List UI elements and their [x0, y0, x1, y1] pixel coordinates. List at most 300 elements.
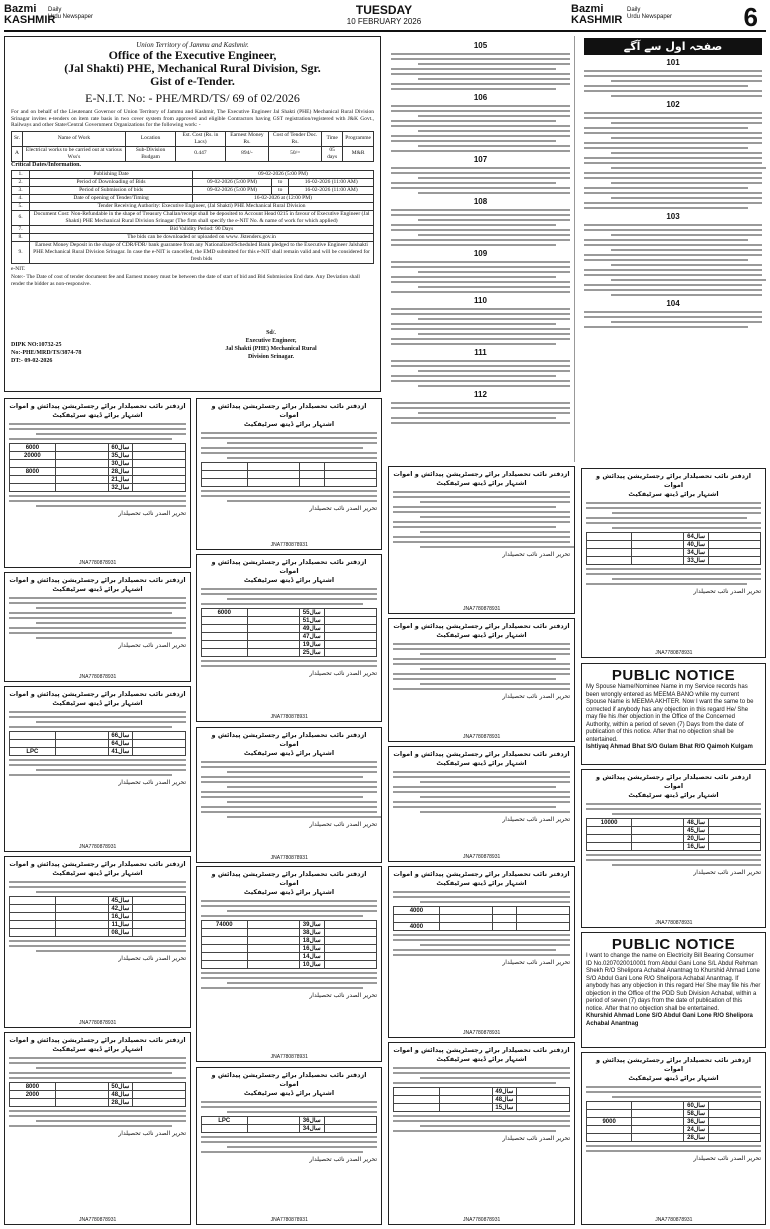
age-cell [300, 471, 325, 479]
schedule-row [12, 194, 374, 202]
relation-cell [55, 732, 108, 740]
amount-cell [10, 460, 56, 468]
notice-ref: JNA7780878931 [79, 1020, 117, 1026]
name-cell [133, 748, 186, 756]
relation-cell [247, 625, 300, 633]
table-row [202, 649, 377, 657]
critical-dates-table [11, 170, 374, 264]
notice-ref: JNA7780878931 [463, 854, 501, 860]
age-cell: 60سال [108, 444, 133, 452]
name-cell [708, 835, 760, 843]
age-cell: 42سال [108, 905, 133, 913]
notice-signature: تحریر الصدر نائب تحصیلدار [309, 992, 377, 999]
notice-title: ازدفتر نائب تحصیلدار برائے رجسٹریشن پیدائش و اموات [393, 750, 570, 758]
table-row [10, 484, 186, 492]
schedule-to: 16-02-2026 (11:00 AM) [289, 178, 374, 186]
legal-notice [581, 1052, 766, 1225]
notice-text [9, 940, 186, 952]
table-row [10, 913, 186, 921]
age-cell: 48سال [492, 1096, 517, 1104]
amount-cell [202, 617, 248, 625]
notice-signature: تحریر الصدر نائب تحصیلدار [118, 510, 186, 517]
notice-title: ازدفتر نائب تحصیلدار برائے رجسٹریشن پیدائش و اموات [211, 731, 367, 748]
left-brand-bottom: KASHMIR [4, 14, 56, 26]
schedule-item [12, 202, 374, 210]
legal-notice [388, 866, 575, 1038]
tender-note: Note:- The Date of cost of tender document fee and Earnest money must be between the date of start of bid and Bid Submission End date. Any Deviation shall render the bidder as non-responsive. [11, 274, 360, 287]
amount-cell: 6000 [10, 444, 56, 452]
notice-signature: تحریر الصدر نائب تحصیلدار [502, 1135, 570, 1142]
amount-cell [10, 484, 56, 492]
tender-office-line2: (Jal Shakti) PHE, Mechanical Rural Division, Sgr. [64, 61, 321, 75]
table-row [394, 1104, 570, 1112]
table-row [587, 1102, 761, 1110]
notice-signature: تحریر الصدر نائب تحصیلدار [118, 955, 186, 962]
relation-cell [55, 921, 108, 929]
relation-cell [632, 819, 684, 827]
relation-cell [55, 748, 108, 756]
notice-heirs-table [393, 906, 570, 931]
relation-cell [247, 929, 300, 937]
relation-cell [55, 929, 108, 937]
notice-signature: تحریر الصدر نائب تحصیلدار [309, 1156, 377, 1163]
tender-cell: M&R [343, 146, 374, 161]
age-cell: 39سال [300, 921, 325, 929]
legal-notice [196, 866, 382, 1062]
notice-ref: JNA7780878931 [463, 606, 501, 612]
tender-office-line1: Office of the Executive Engineer, [108, 48, 277, 62]
notice-text [201, 490, 377, 502]
notice-text [9, 597, 186, 639]
right-brand-top: Bazmi [571, 3, 604, 15]
relation-cell [247, 961, 300, 969]
legal-notice [388, 746, 575, 862]
amount-cell [587, 827, 632, 835]
table-row [202, 479, 377, 487]
legal-notice [196, 398, 382, 550]
notice-text [586, 803, 761, 815]
notice-text [201, 588, 377, 605]
relation-cell [55, 476, 108, 484]
amount-cell: 4000 [394, 907, 440, 915]
name-cell [133, 740, 186, 748]
amount-cell [10, 740, 56, 748]
relation-cell [632, 1110, 684, 1118]
story-number: 106 [473, 93, 488, 102]
notice-title: ازدفتر نائب تحصیلدار برائے رجسٹریشن پیدائش و اموات [596, 773, 751, 790]
age-cell: 41سال [108, 748, 133, 756]
name-cell [133, 921, 186, 929]
notice-ref: JNA7780878931 [270, 1054, 308, 1060]
relation-cell [632, 549, 684, 557]
amount-cell [202, 945, 248, 953]
relation-cell [55, 484, 108, 492]
amount-cell: 2000 [10, 1091, 56, 1099]
age-cell: 51سال [300, 617, 325, 625]
table-row [202, 953, 377, 961]
schedule-to-word: to [272, 186, 289, 194]
age-cell: 11سال [108, 921, 133, 929]
notice-subtitle: اشتہار برائے ڈیتھ سرٹیفکیٹ [436, 759, 527, 767]
amount-cell: 74000 [202, 921, 248, 929]
tender-cell: 05 days [322, 146, 343, 161]
notice-signature: تحریر الصدر نائب تحصیلدار [502, 816, 570, 823]
story-text [584, 224, 762, 296]
story-number: 111 [474, 348, 487, 357]
schedule-label: Period of Submission of bids [30, 186, 193, 194]
notice-ref: JNA7780878931 [270, 542, 308, 548]
age-cell: 14سال [300, 953, 325, 961]
name-cell [708, 549, 760, 557]
age-cell: 30سال [108, 460, 133, 468]
page-number: 6 [743, 2, 758, 32]
name-cell [324, 937, 377, 945]
name-cell [133, 897, 186, 905]
notice-text [586, 568, 761, 585]
legal-notice [388, 618, 575, 742]
tender-cell: 50/= [269, 146, 322, 161]
age-cell: 15سال [492, 1104, 517, 1112]
signatory-line3: Division Srinagar. [247, 354, 295, 360]
story-text [584, 112, 762, 209]
relation-cell [55, 897, 108, 905]
story-text [584, 311, 762, 328]
table-row [10, 740, 186, 748]
amount-cell [10, 913, 56, 921]
story-number: 102 [666, 100, 680, 109]
notice-heirs-table [9, 896, 186, 937]
age-cell: 66سال [108, 732, 133, 740]
notice-subtitle: اشتہار برائے ڈیتھ سرٹیفکیٹ [52, 699, 143, 707]
age-cell: 58سال [684, 1110, 708, 1118]
table-row [202, 641, 377, 649]
table-row [202, 921, 377, 929]
story-text [584, 70, 762, 97]
schedule-no: 2. [12, 178, 30, 186]
notice-ref: JNA7780878931 [270, 1217, 308, 1223]
story-number: 101 [666, 58, 680, 67]
age-cell [492, 923, 517, 931]
age-cell [300, 479, 325, 487]
name-cell [324, 625, 377, 633]
age-cell: 60سال [684, 1102, 708, 1110]
table-row [202, 937, 377, 945]
relation-cell [439, 1104, 492, 1112]
schedule-no: 4. [12, 194, 30, 202]
amount-cell [587, 843, 632, 851]
table-row [394, 907, 570, 915]
notice-text [393, 643, 570, 690]
notice-title: ازدفتر نائب تحصیلدار برائے رجسٹریشن پیدائش و اموات [393, 470, 570, 478]
issue-date: 10 FEBRUARY 2026 [346, 17, 422, 26]
name-cell [708, 557, 760, 565]
story-number: 103 [666, 212, 680, 221]
notice-heirs-table [9, 731, 186, 756]
name-cell [708, 1118, 760, 1126]
public-notice-1 [581, 663, 766, 765]
amount-cell [587, 835, 632, 843]
story-text [391, 53, 570, 90]
notice-subtitle: اشتہار برائے ڈیتھ سرٹیفکیٹ [52, 411, 143, 419]
age-cell: 49سال [300, 625, 325, 633]
age-cell: 16سال [300, 945, 325, 953]
name-cell [708, 1102, 760, 1110]
notice-text [586, 854, 761, 866]
schedule-item [12, 210, 374, 225]
name-cell [324, 471, 377, 479]
amount-cell: LPC [10, 748, 56, 756]
notice-ref: JNA7780878931 [79, 844, 117, 850]
notice-subtitle: اشتہار برائے ڈیتھ سرٹیفکیٹ [243, 749, 335, 757]
legal-notice [4, 572, 191, 682]
age-cell: 40سال [684, 541, 708, 549]
table-row [202, 945, 377, 953]
legal-notice [196, 1067, 382, 1225]
name-cell [517, 1096, 570, 1104]
notice-signature: تحریر الصدر نائب تحصیلدار [118, 1130, 186, 1137]
dateline [304, 3, 464, 26]
notice-subtitle: اشتہار برائے ڈیتھ سرٹیفکیٹ [436, 479, 527, 487]
amount-cell [587, 1110, 632, 1118]
name-cell [517, 923, 570, 931]
table-row [202, 633, 377, 641]
tender-work-table [11, 131, 374, 162]
story-text [391, 105, 570, 152]
notice-heirs-table [201, 462, 377, 487]
table-row [10, 905, 186, 913]
amount-cell: 10000 [587, 819, 632, 827]
signatory-line1: Executive Engineer, [245, 338, 297, 344]
age-cell: 28سال [684, 1134, 708, 1142]
notice-text [201, 1136, 377, 1153]
name-cell [133, 905, 186, 913]
right-daily: Daily [627, 7, 641, 13]
notice-title: ازدفتر نائب تحصیلدار برائے رجسٹریشن پیدائش و اموات [393, 870, 570, 878]
item-text: The bids can be downloaded or uploaded on www. Jktenders.gov.in [30, 233, 374, 241]
age-cell: 34سال [684, 549, 708, 557]
table-row [10, 921, 186, 929]
story-number: 110 [474, 296, 487, 305]
name-cell [133, 929, 186, 937]
notice-text [201, 1101, 377, 1113]
name-cell [324, 633, 377, 641]
schedule-no: 3. [12, 186, 30, 194]
notice-text [586, 1145, 761, 1152]
amount-cell [394, 1088, 440, 1096]
amount-cell [10, 921, 56, 929]
amount-cell: 20000 [10, 452, 56, 460]
relation-cell [55, 1083, 108, 1091]
amount-cell [587, 533, 632, 541]
name-cell [324, 961, 377, 969]
relation-cell [632, 1102, 684, 1110]
right-brand-bottom: KASHMIR [571, 14, 623, 26]
table-row [10, 897, 186, 905]
item-no: 9. [12, 241, 30, 263]
notice-heirs-table [586, 1101, 761, 1142]
table-row [202, 463, 377, 471]
relation-cell [632, 843, 684, 851]
name-cell [324, 953, 377, 961]
age-cell: 19سال [300, 641, 325, 649]
notice-text [201, 432, 377, 459]
item-no: 7. [12, 225, 30, 233]
table-row [587, 533, 761, 541]
item-text: Tender Receiving Authority: Executive Engineer, (Jal Shakti) PHE Mechanical Rural Division [30, 202, 374, 210]
story-number: 105 [473, 41, 488, 50]
relation-cell [55, 913, 108, 921]
amount-cell [394, 1104, 440, 1112]
public-notice-title: PUBLIC NOTICE [611, 936, 736, 953]
age-cell [492, 915, 517, 923]
notice-text [393, 771, 570, 813]
name-cell [708, 827, 760, 835]
notice-subtitle: اشتہار برائے ڈیتھ سرٹیفکیٹ [436, 631, 527, 639]
legal-notice [196, 554, 382, 722]
name-cell [324, 929, 377, 937]
item-text: Document Cost: Non-Refundable in the shape of Treasury Challan/receipt shall be deposited to Account Head 0215 in favour of Executive Engineer (Jal Shakti) PHE Mechanical Rural Division Srinagar (The firm shall specify the e-NIT No. & name of work for which applied) [30, 210, 374, 225]
left-brand-sub [48, 7, 93, 21]
table-row [587, 557, 761, 565]
legal-notice [4, 398, 191, 568]
notice-title: ازدفتر نائب تحصیلدار برائے رجسٹریشن پیدائش و اموات [9, 860, 186, 868]
age-cell: 28سال [108, 468, 133, 476]
amount-cell [587, 1102, 632, 1110]
age-cell: 49سال [492, 1088, 517, 1096]
age-cell: 32سال [108, 484, 133, 492]
schedule-item [12, 233, 374, 241]
notice-text [393, 491, 570, 548]
amount-cell [10, 732, 56, 740]
tender-header-cell: Programme [343, 131, 374, 146]
legal-notice [581, 468, 766, 658]
notice-signature: تحریر الصدر نائب تحصیلدار [502, 693, 570, 700]
tender-footer [11, 329, 374, 389]
table-row [10, 476, 186, 484]
tender-header-cell: Time [322, 131, 343, 146]
notice-subtitle: اشتہار برائے ڈیتھ سرٹیفکیٹ [243, 576, 335, 584]
name-cell [708, 843, 760, 851]
item-text: Bid Validity Period: 90 Days [30, 225, 374, 233]
relation-cell [439, 923, 492, 931]
table-row [10, 468, 186, 476]
notice-ref: JNA7780878931 [655, 650, 693, 656]
public-notice-2 [581, 932, 766, 1048]
story-text [391, 209, 570, 246]
notice-signature: تحریر الصدر نائب تحصیلدار [693, 1155, 761, 1162]
legal-notice [4, 686, 191, 852]
dipk-number: DIPK NO:10732-25 [11, 342, 62, 348]
age-cell: 45سال [684, 827, 708, 835]
relation-cell [247, 921, 300, 929]
table-row [10, 460, 186, 468]
table-row [10, 732, 186, 740]
legal-notice [4, 856, 191, 1028]
notice-heirs-table [586, 532, 761, 565]
name-cell [133, 452, 186, 460]
table-row [394, 915, 570, 923]
notice-signature: تحریر الصدر نائب تحصیلدار [693, 869, 761, 876]
notice-heirs-table [393, 1087, 570, 1112]
notice-subtitle: اشتہار برائے ڈیتھ سرٹیفکیٹ [628, 1074, 719, 1082]
notice-heirs-table [586, 818, 761, 851]
tender-office-line3: Gist of e-Tender. [150, 74, 235, 88]
story-number: 112 [474, 390, 487, 399]
table-row [10, 748, 186, 756]
name-cell [133, 1083, 186, 1091]
left-brand [4, 3, 94, 26]
tender-header-cell: Location [125, 131, 175, 146]
notice-signature: تحریر الصدر نائب تحصیلدار [502, 959, 570, 966]
age-cell [492, 907, 517, 915]
amount-cell [587, 1134, 632, 1142]
notice-text [586, 1086, 761, 1098]
name-cell [133, 444, 186, 452]
notice-text [393, 1067, 570, 1084]
notice-text [201, 660, 377, 667]
tender-intro: For and on behalf of the Lieutenant Governor of Union Territory of Jammu and Kashmir, The Executive Engineer Jal Shakti (PHE) Mechanical Rural Division Srinagar invites e-tenders on item rate basis in two cover system from approved and eligible Contractors having GST registration/registered with J&K Govt., Railways and other State/Central Government Organizations for the following work: - [11, 109, 374, 128]
notice-text [9, 1057, 186, 1079]
relation-cell [632, 1126, 684, 1134]
legal-notice [4, 1032, 191, 1225]
name-cell [324, 945, 377, 953]
notice-title: ازدفتر نائب تحصیلدار برائے رجسٹریشن پیدائش و اموات [211, 1071, 367, 1088]
tender-note-label: e-NIT. [11, 265, 26, 272]
age-cell: 28سال [108, 1099, 133, 1107]
legal-notice [388, 1042, 575, 1225]
notice-signature: تحریر الصدر نائب تحصیلدار [118, 779, 186, 786]
notice-title: ازدفتر نائب تحصیلدار برائے رجسٹریشن پیدائش و اموات [9, 576, 186, 584]
schedule-from: 09-02-2026 (5:00 PM) [192, 186, 271, 194]
relation-cell [632, 1118, 684, 1126]
tender-signature [211, 329, 331, 361]
tender-cell: A [12, 146, 23, 161]
age-cell: 20سال [684, 835, 708, 843]
notice-ref: JNA7780878931 [79, 1217, 117, 1223]
legal-notice [581, 769, 766, 928]
public-notice-signature: Khurshid Ahmad Lone S/O Abdul Gani Lone R/O Shelipora Achabal Anantnag [586, 1013, 753, 1027]
age-cell: 64سال [684, 533, 708, 541]
story-number: 108 [473, 197, 488, 206]
notice-heirs-table [9, 1082, 186, 1107]
tender-ut: Union Territory of Jammu and Kashmir. [136, 41, 249, 49]
tender-header-cell: Name of Work [22, 131, 125, 146]
schedule-no: 1. [12, 170, 30, 178]
tender-header-cell: Est. Cost (Rs. in Lacs) [176, 131, 225, 146]
relation-cell [247, 1117, 300, 1125]
reference-date: DT:- 09-02-2026 [11, 358, 53, 364]
table-row [587, 1118, 761, 1126]
notice-ref: JNA7780878931 [270, 855, 308, 861]
tender-cell: 894/- [225, 146, 269, 161]
table-row [202, 961, 377, 969]
tender-header-cell: Sr. [12, 131, 23, 146]
schedule-from: 16-02-2026 at (12:00 PM) [192, 194, 373, 202]
age-cell: 16سال [684, 843, 708, 851]
amount-cell [202, 625, 248, 633]
notice-title: ازدفتر نائب تحصیلدار برائے رجسٹریشن پیدائش و اموات [9, 690, 186, 698]
amount-cell [202, 463, 248, 471]
notice-ref: JNA7780878931 [463, 1030, 501, 1036]
tender-table-row [12, 146, 374, 161]
story-number: 109 [473, 249, 488, 258]
age-cell: 35سال [108, 452, 133, 460]
notice-subtitle: اشتہار برائے ڈیتھ سرٹیفکیٹ [436, 1055, 527, 1063]
relation-cell [55, 1099, 108, 1107]
amount-cell [202, 929, 248, 937]
amount-cell: 8000 [10, 468, 56, 476]
age-cell: 45سال [108, 897, 133, 905]
